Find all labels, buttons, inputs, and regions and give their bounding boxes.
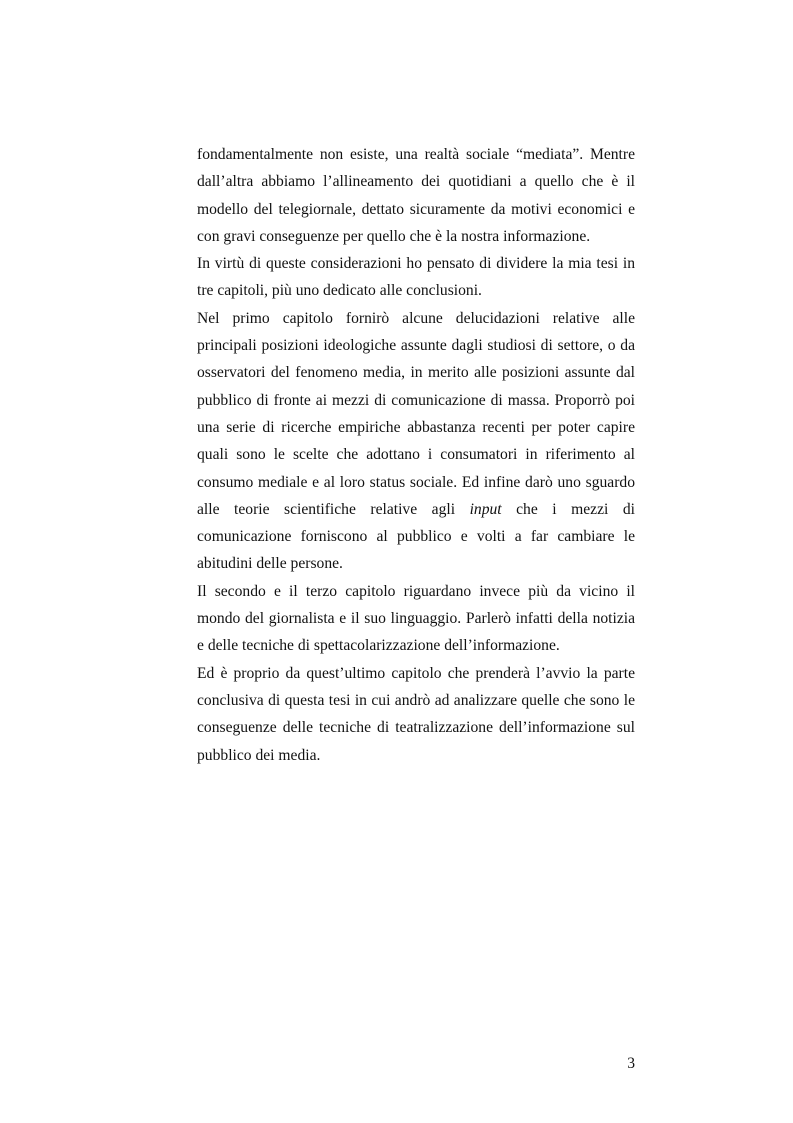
paragraph-5: Ed è proprio da quest’ultimo capitolo che prenderà l’avvio la parte conclusiva di questa tesi in cui andrò ad analizzare quelle che sono le conseguenze delle tecniche di teatralizzazione dell’informazione sul pubblico dei media. — [197, 664, 635, 764]
body-text — [197, 141, 635, 769]
paragraph-4: Il secondo e il terzo capitolo riguardano invece più da vicino il mondo del giornalista e il suo linguaggio. Parlerò infatti della notizia e delle tecniche di spettacolarizzazione dell’informazione. — [197, 582, 635, 655]
paragraph-1: fondamentalmente non esiste, una realtà sociale “mediata”. Mentre dall’altra abbiamo l’allineamento dei quotidiani a quello che è il modello del telegiornale, dettato sicuramente da motivi economici e con gravi conseguenze per quello che è la nostra informazione. — [197, 146, 635, 245]
paragraph-3-text-before: Nel primo capitolo fornirò alcune delucidazioni relative alle principali posizioni ideologiche assunte dagli studiosi di settore, o da osservatori del fenomeno media, in merito alle posizioni assunte dal pubblico di fronte ai mezzi di comunicazione di massa. Proporrò poi una serie di ricerche empiriche abbastanza recenti per poter capire quali sono le scelte che adottano i consumatori in riferimento al consumo mediale e al loro status sociale. Ed infine darò uno sguardo alle teorie scientifiche relative agli — [197, 309, 635, 518]
emphasis-input: input — [469, 500, 502, 518]
paragraph-3-text-after: che i mezzi di comunicazione forniscono al pubblico e volti a far cambiare le abitudini delle persone. — [197, 500, 635, 573]
paragraph-2: In virtù di queste considerazioni ho pensato di dividere la mia tesi in tre capitoli, più uno dedicato alle conclusioni. — [197, 255, 635, 300]
page-number: 3 — [627, 1055, 635, 1072]
paragraph-3 — [197, 305, 635, 578]
